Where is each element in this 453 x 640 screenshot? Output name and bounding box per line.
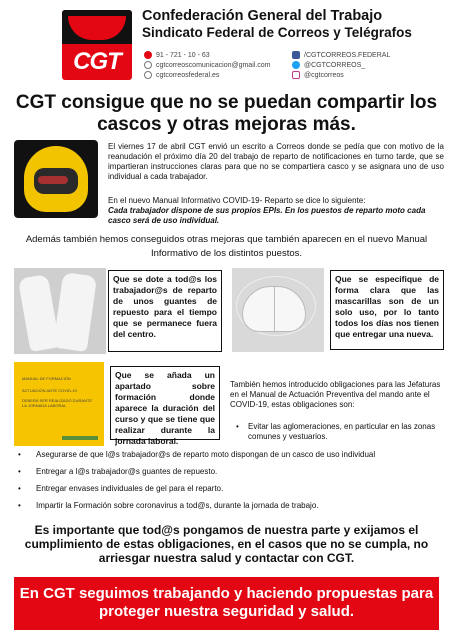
phone-icon <box>144 51 152 59</box>
manual-reference: En el nuevo Manual Informativo COVID-19- Reparto se dice lo siguiente: <box>108 196 366 205</box>
obligations-list <box>18 450 438 518</box>
logo-text: CGT <box>73 48 121 75</box>
list-item <box>18 467 438 484</box>
bullet-icon: • <box>18 484 21 493</box>
doc-line-3: DEBERÁ SER REALIZADO DURANTE LA JORNADA LABORAL <box>22 398 93 408</box>
bullet-icon: • <box>18 467 21 476</box>
bullet-icon: • <box>18 501 21 510</box>
obligations-bullet <box>236 422 442 442</box>
org-subtitle: Sindicato Federal de Correos y Telégrafos <box>142 25 412 40</box>
bullet-icon: • <box>18 450 21 459</box>
list-item <box>18 501 438 518</box>
doc-logo-strip <box>62 436 98 440</box>
contact-phone <box>144 50 270 60</box>
mask-image <box>232 268 324 352</box>
instagram-text[interactable]: @cgtcorreos <box>304 71 344 79</box>
improvements-intro: Además también hemos conseguidos otras mejoras que también aparecen en el nuevo Manual Informativo de los distintos puestos. <box>25 234 428 259</box>
list-item-text: Impartir la Formación sobre coronavirus a tod@s, durante la jornada de trabajo. <box>36 501 319 510</box>
contact-instagram[interactable] <box>292 70 390 80</box>
obligations-bullet-text: Evitar las aglomeraciones, en particular en las zonas comunes y vestuarios. <box>248 422 436 441</box>
email-text[interactable]: cgtcorreoscomunicacion@gmail.com <box>156 61 271 69</box>
headline: CGT consigue que no se puedan compartir los cascos y otras mejoras más. <box>15 92 438 135</box>
conclusion: Es importante que tod@s pongamos de nuestra parte y exijamos el cumplimiento de estas obligaciones, en el casos que no se cumpla, no arriesgar nuestra salud y contactar con CGT. <box>24 523 429 565</box>
contact-website[interactable] <box>144 70 270 80</box>
phone-text: 91 - 721 - 10 - 63 <box>156 51 210 59</box>
bullet-icon: • <box>236 422 239 431</box>
doc-line-2: ACTUACIÓN ANTE COVID-19 <box>22 388 77 393</box>
doc-line-1: MANUAL DE FORMACIÓN <box>22 376 71 381</box>
facebook-text[interactable]: /CGTCORREOS.FEDERAL <box>304 51 391 59</box>
training-box: Que se añada un apartado sobre formación donde aparece la duración del curso y que se tiene que realizar durante la jornada laboral. <box>110 366 220 440</box>
contact-facebook[interactable] <box>292 50 390 60</box>
facebook-icon <box>292 51 300 59</box>
intro-paragraph: El viernes 17 de abril CGT envió un escrito a Correos donde se pedía que con motivo de la reanudación el próximo día 20 del trabajo de reparto de notificaciones en turno tarde, que se impartieran instrucciones claras para que no se compartiera casco y se asignara uno de uso individual a cada trabajador. <box>108 142 444 181</box>
contact-twitter[interactable] <box>292 60 390 70</box>
contact-list-right <box>292 50 390 80</box>
twitter-icon <box>292 61 300 69</box>
list-item <box>18 484 438 501</box>
masks-box: Que se especifique de forma clara que las mascarillas son de un solo uso, por lo tanto todos los días nos tienen que entregar una nueva. <box>330 270 444 350</box>
obligations-intro: También hemos introducido obligaciones para las Jefaturas en el Manual de Actuación Preventiva del mando ante el COVID-19, estas obligaciones son: <box>230 380 441 409</box>
globe-icon <box>144 71 152 79</box>
org-title: Confederación General del Trabajo <box>142 8 383 24</box>
visor-reflection <box>38 176 68 184</box>
gloves-image <box>14 268 106 354</box>
list-item-text: Entregar a l@s trabajador@s guantes de repuesto. <box>36 467 218 476</box>
training-manual-image <box>14 362 104 446</box>
glove-right <box>53 272 97 352</box>
gloves-box: Que se dote a tod@s los trabajador@s de reparto de unos guantes de repuesto para el tiempo que se permanece fuera del centro. <box>108 270 222 352</box>
manual-quote: Cada trabajador dispone de sus propios EPIs. En los puestos de reparto moto cada casco será de uso individual. <box>108 206 426 225</box>
mask-fold <box>274 286 275 332</box>
list-item-text: Entregar envases individuales de gel para el reparto. <box>36 484 224 493</box>
contact-email[interactable] <box>144 60 270 70</box>
instagram-icon <box>292 71 300 79</box>
website-text[interactable]: cgtcorreosfederal.es <box>156 71 220 79</box>
cgt-logo <box>62 10 132 80</box>
email-icon <box>144 61 152 69</box>
closing-banner: En CGT seguimos trabajando y haciendo propuestas para proteger nuestra seguridad y salud. <box>14 577 439 630</box>
list-item-text: Asegurarse de que l@s trabajador@s de reparto moto dispongan de un casco de uso individual <box>36 450 376 459</box>
helmet-image <box>14 140 98 218</box>
list-item <box>18 450 438 467</box>
twitter-text[interactable]: @CGTCORREOS_ <box>304 61 366 69</box>
contact-list-left <box>144 50 270 80</box>
